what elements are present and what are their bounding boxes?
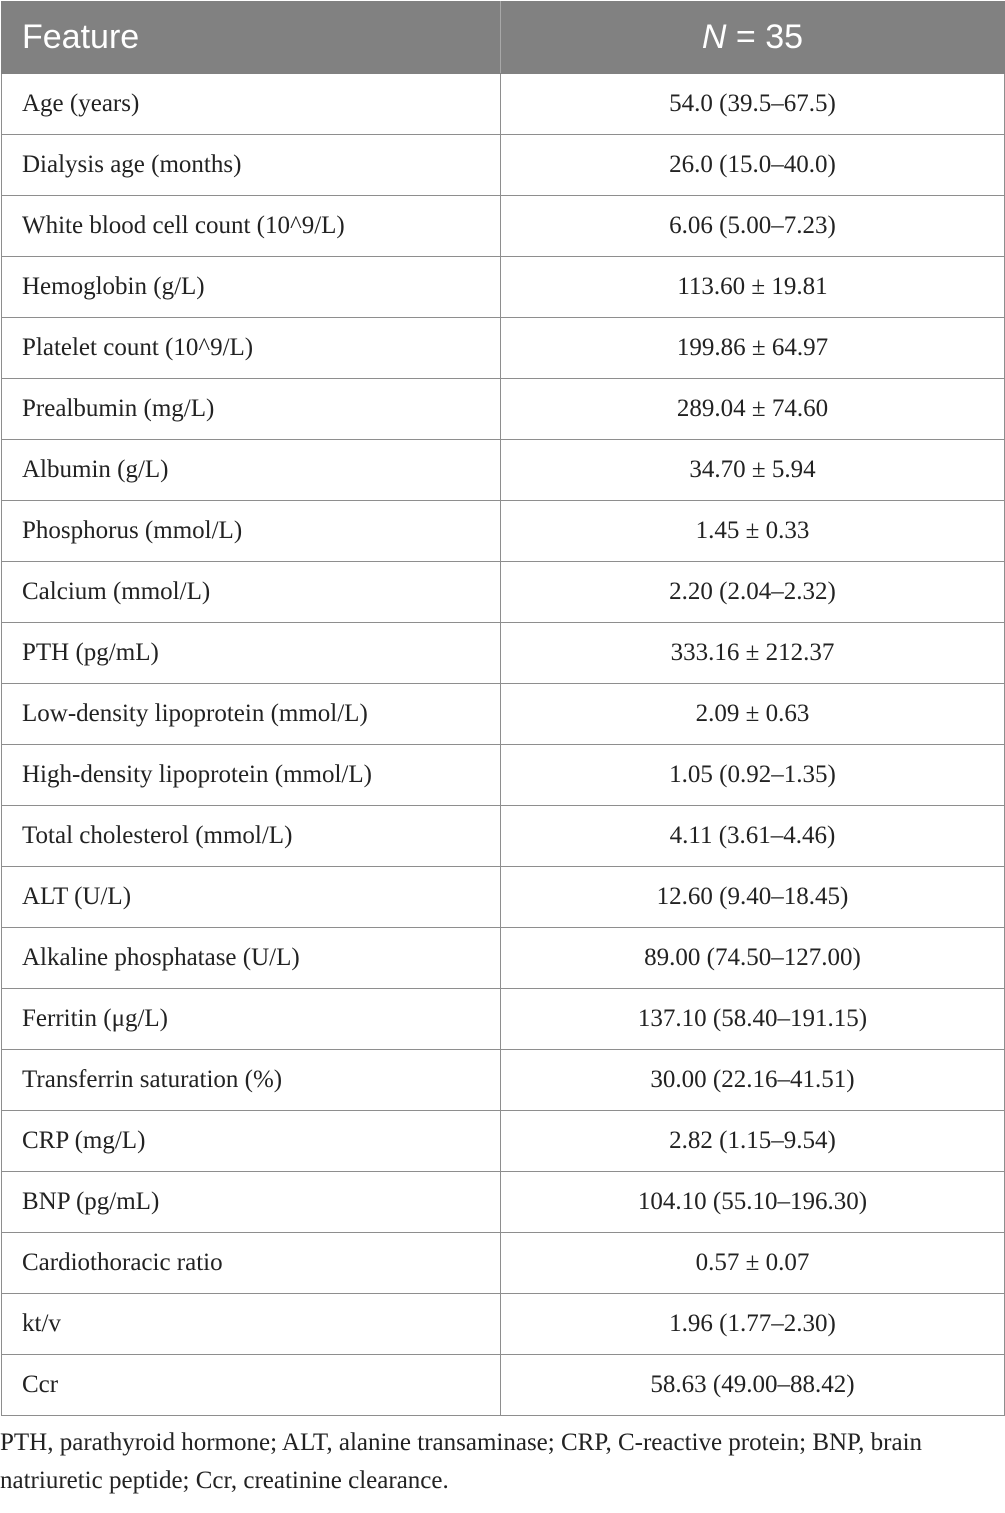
value-cell: 89.00 (74.50–127.00) (501, 928, 1005, 989)
value-cell: 333.16 ± 212.37 (501, 623, 1005, 684)
value-cell: 289.04 ± 74.60 (501, 379, 1005, 440)
value-cell: 1.45 ± 0.33 (501, 501, 1005, 562)
table-row (2, 1050, 1005, 1111)
table-row (2, 745, 1005, 806)
value-cell: 137.10 (58.40–191.15) (501, 989, 1005, 1050)
value-cell: 30.00 (22.16–41.51) (501, 1050, 1005, 1111)
table-row (2, 257, 1005, 318)
table-row (2, 135, 1005, 196)
table-row (2, 318, 1005, 379)
feature-cell: Total cholesterol (mmol/L) (2, 806, 501, 867)
value-cell: 0.57 ± 0.07 (501, 1233, 1005, 1294)
value-cell: 58.63 (49.00–88.42) (501, 1355, 1005, 1416)
value-cell: 2.09 ± 0.63 (501, 684, 1005, 745)
value-cell: 113.60 ± 19.81 (501, 257, 1005, 318)
feature-cell: kt/v (2, 1294, 501, 1355)
feature-cell: Dialysis age (months) (2, 135, 501, 196)
table-row (2, 684, 1005, 745)
value-cell: 6.06 (5.00–7.23) (501, 196, 1005, 257)
value-cell: 1.96 (1.77–2.30) (501, 1294, 1005, 1355)
header-n (501, 2, 1005, 74)
feature-cell: Ferritin (μg/L) (2, 989, 501, 1050)
table-row (2, 806, 1005, 867)
feature-cell: Transferrin saturation (%) (2, 1050, 501, 1111)
feature-cell: Low-density lipoprotein (mmol/L) (2, 684, 501, 745)
feature-cell: Prealbumin (mg/L) (2, 379, 501, 440)
feature-cell: Cardiothoracic ratio (2, 1233, 501, 1294)
header-n-count: = 35 (726, 18, 804, 56)
header-n-label: N (701, 18, 727, 56)
header-feature: Feature (2, 2, 501, 74)
table-row (2, 867, 1005, 928)
value-cell: 26.0 (15.0–40.0) (501, 135, 1005, 196)
table-row (2, 196, 1005, 257)
table-row (2, 440, 1005, 501)
value-cell: 34.70 ± 5.94 (501, 440, 1005, 501)
table-row (2, 379, 1005, 440)
table-row (2, 74, 1005, 135)
value-cell: 4.11 (3.61–4.46) (501, 806, 1005, 867)
feature-cell: High-density lipoprotein (mmol/L) (2, 745, 501, 806)
value-cell: 104.10 (55.10–196.30) (501, 1172, 1005, 1233)
characteristics-table (1, 1, 1005, 1416)
feature-cell: White blood cell count (10^9/L) (2, 196, 501, 257)
table-row (2, 1111, 1005, 1172)
table-row (2, 928, 1005, 989)
table-row (2, 1294, 1005, 1355)
table-row (2, 1355, 1005, 1416)
table-row (2, 989, 1005, 1050)
value-cell: 12.60 (9.40–18.45) (501, 867, 1005, 928)
table-row (2, 501, 1005, 562)
feature-cell: ALT (U/L) (2, 867, 501, 928)
value-cell: 54.0 (39.5–67.5) (501, 74, 1005, 135)
feature-cell: Albumin (g/L) (2, 440, 501, 501)
feature-cell: Ccr (2, 1355, 501, 1416)
table-footnote: PTH, parathyroid hormone; ALT, alanine transaminase; CRP, C-reactive protein; BNP, brain natriuretic peptide; Ccr, creatinine clearance. (0, 1429, 923, 1494)
table-row (2, 1172, 1005, 1233)
table-body (2, 74, 1005, 1416)
feature-cell: PTH (pg/mL) (2, 623, 501, 684)
value-cell: 2.82 (1.15–9.54) (501, 1111, 1005, 1172)
feature-cell: Hemoglobin (g/L) (2, 257, 501, 318)
value-cell: 199.86 ± 64.97 (501, 318, 1005, 379)
feature-cell: Alkaline phosphatase (U/L) (2, 928, 501, 989)
feature-cell: CRP (mg/L) (2, 1111, 501, 1172)
table-header-row (2, 2, 1005, 74)
feature-cell: BNP (pg/mL) (2, 1172, 501, 1233)
feature-cell: Platelet count (10^9/L) (2, 318, 501, 379)
table-row (2, 1233, 1005, 1294)
feature-cell: Phosphorus (mmol/L) (2, 501, 501, 562)
feature-cell: Calcium (mmol/L) (2, 562, 501, 623)
value-cell: 1.05 (0.92–1.35) (501, 745, 1005, 806)
feature-cell: Age (years) (2, 74, 501, 135)
table-row (2, 623, 1005, 684)
value-cell: 2.20 (2.04–2.32) (501, 562, 1005, 623)
table-row (2, 562, 1005, 623)
